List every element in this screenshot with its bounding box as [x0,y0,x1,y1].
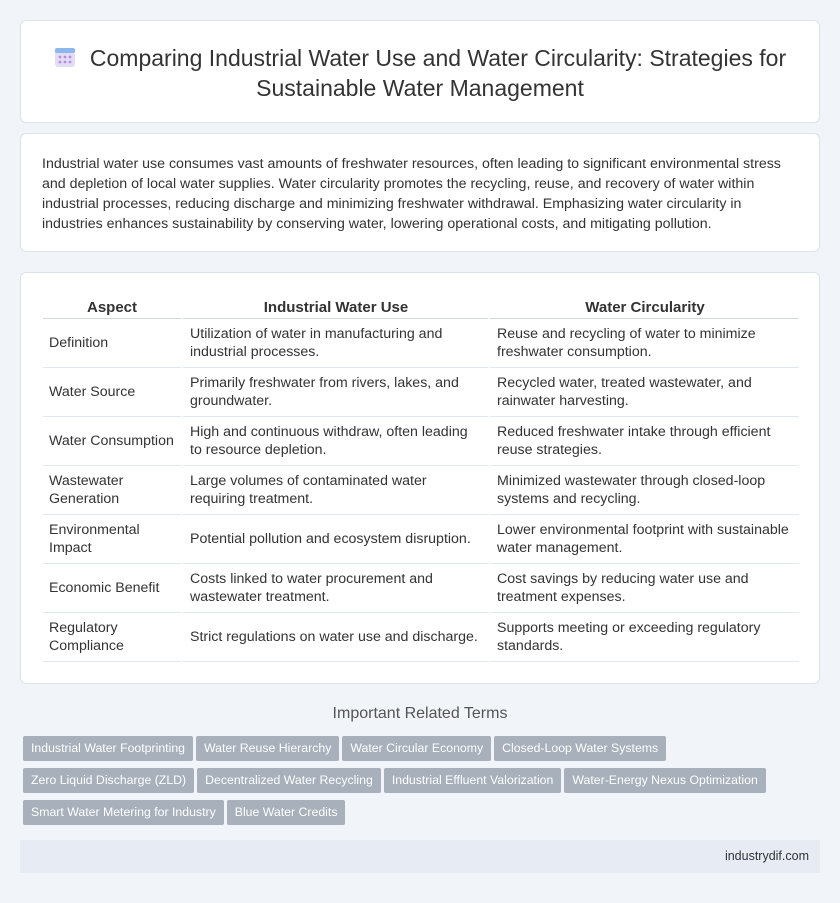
header-water-circularity: Water Circularity [488,298,799,319]
row-industrial: Primarily freshwater from rivers, lakes, and groundwater. [181,368,488,417]
row-aspect: Regulatory Compliance [43,613,181,662]
table-row [43,319,799,368]
row-circularity: Reuse and recycling of water to minimize freshwater consumption. [488,319,799,368]
row-circularity: Reduced freshwater intake through efficient reuse strategies. [488,417,799,466]
intro-card [20,133,820,252]
row-industrial: Potential pollution and ecosystem disruption. [181,515,488,564]
related-term-tag[interactable]: Blue Water Credits [227,800,346,825]
header-industrial-water-use: Industrial Water Use [181,298,488,319]
calendar-grid-icon [54,46,76,68]
row-aspect: Water Source [43,368,181,417]
table-row [43,368,799,417]
row-circularity: Lower environmental footprint with sustainable water management. [488,515,799,564]
table-row [43,417,799,466]
related-term-tag[interactable]: Smart Water Metering for Industry [23,800,224,825]
row-industrial: Utilization of water in manufacturing and industrial processes. [181,319,488,368]
row-circularity: Cost savings by reducing water use and treatment expenses. [488,564,799,613]
table-header-row [43,298,799,319]
related-term-tag[interactable]: Zero Liquid Discharge (ZLD) [23,768,194,793]
table-row [43,613,799,662]
related-term-tag[interactable]: Water Circular Economy [342,736,491,761]
table-row [43,515,799,564]
comparison-card [20,272,820,684]
row-industrial: High and continuous withdraw, often leading to resource depletion. [181,417,488,466]
row-aspect: Economic Benefit [43,564,181,613]
related-term-tag[interactable]: Decentralized Water Recycling [197,768,381,793]
row-circularity: Recycled water, treated wastewater, and rainwater harvesting. [488,368,799,417]
related-terms-list [23,736,813,832]
row-aspect: Definition [43,319,181,368]
table-row [43,564,799,613]
comparison-table [43,298,799,662]
row-aspect: Water Consumption [43,417,181,466]
table-row [43,466,799,515]
row-circularity: Supports meeting or exceeding regulatory standards. [488,613,799,662]
page-title-text: Comparing Industrial Water Use and Water Circularity: Strategies for Sustainable Water Management [89,45,787,101]
header-aspect: Aspect [43,298,181,319]
related-term-tag[interactable]: Water Reuse Hierarchy [196,736,339,761]
footer [20,840,820,873]
row-industrial: Costs linked to water procurement and wastewater treatment. [181,564,488,613]
related-term-tag[interactable]: Water-Energy Nexus Optimization [564,768,765,793]
row-aspect: Environmental Impact [43,515,181,564]
row-industrial: Strict regulations on water use and discharge. [181,613,488,662]
row-industrial: Large volumes of contaminated water requiring treatment. [181,466,488,515]
header-card [20,20,820,123]
intro-paragraph: Industrial water use consumes vast amounts of freshwater resources, often leading to significant environmental stress and depletion of local water supplies. Water circularity promotes the recycling, reuse, and recovery of water within industrial processes, reducing discharge and minimizing freshwater withdrawal. Emphasizing water circularity in industries enhances sustainability by conserving water, lowering operational costs, and mitigating pollution. [42,156,781,232]
page-title [21,43,819,103]
row-aspect: Wastewater Generation [43,466,181,515]
related-terms-title: Important Related Terms [332,705,508,722]
footer-site-link[interactable]: industrydif.com [724,849,809,863]
related-term-tag[interactable]: Industrial Water Footprinting [23,736,193,761]
related-term-tag[interactable]: Industrial Effluent Valorization [384,768,562,793]
row-circularity: Minimized wastewater through closed-loop systems and recycling. [488,466,799,515]
related-term-tag[interactable]: Closed-Loop Water Systems [494,736,666,761]
